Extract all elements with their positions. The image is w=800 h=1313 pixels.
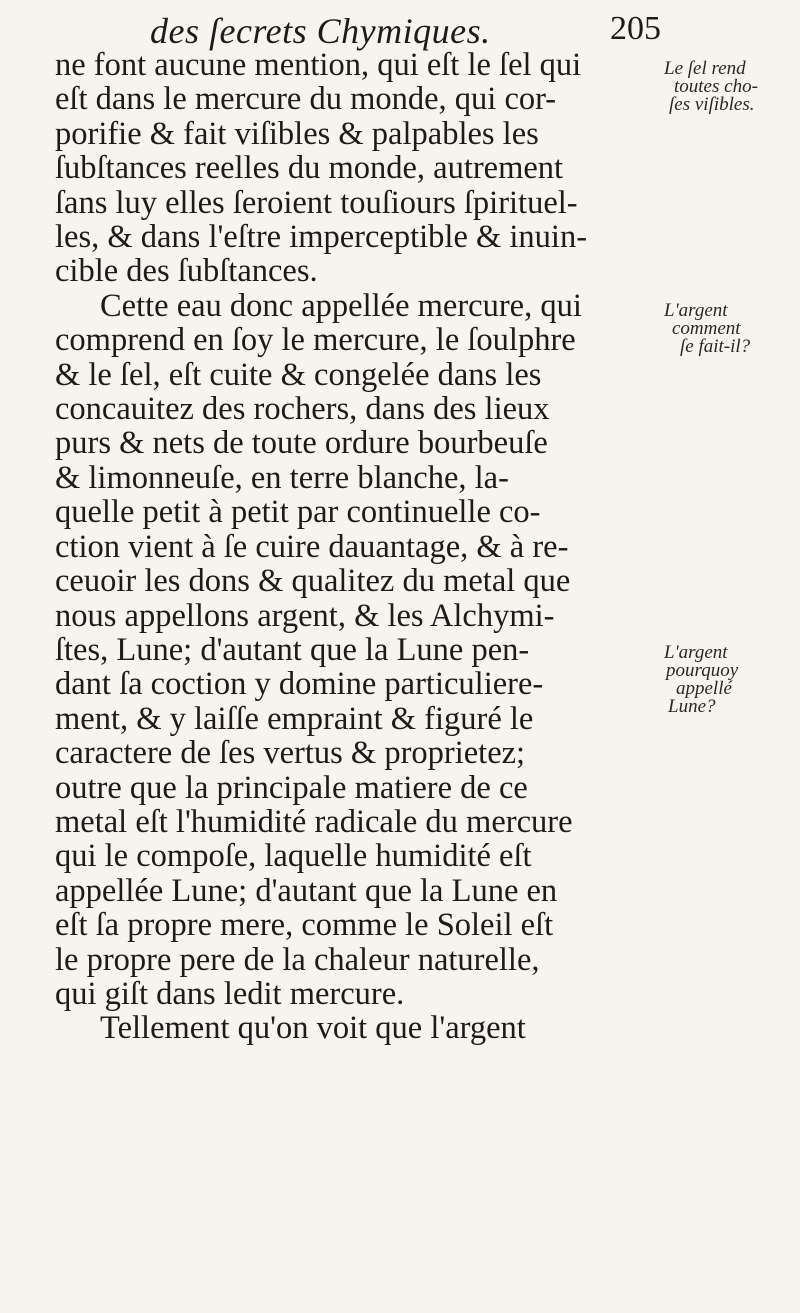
text-line: eſt ſa propre mere, comme le Soleil eſt xyxy=(55,907,554,944)
text-line: eſt dans le mercure du monde, qui cor- xyxy=(55,81,557,118)
text-line: ment, & y laiſſe empraint & figuré le xyxy=(55,700,534,737)
text-line: & le ſel, eſt cuite & congelée dans les xyxy=(55,356,542,393)
margin-note-line: comment xyxy=(672,318,741,339)
text-line: metal eſt l'humidité radicale du mercure xyxy=(55,803,573,840)
text-line: ſtes, Lune; d'autant que la Lune pen- xyxy=(55,631,530,668)
running-title: des ſecrets Chymiques. xyxy=(150,11,491,51)
paragraph-start-line: Cette eau donc appellée mercure, qui xyxy=(100,287,582,324)
text-line: caractere de ſes vertus & proprietez; xyxy=(55,735,526,772)
text-line: les, & dans l'eſtre imperceptible & inuin- xyxy=(55,219,588,256)
margin-note-argent-lune xyxy=(664,644,799,716)
margin-note-sel xyxy=(664,60,799,114)
margin-note-line: L'argent xyxy=(664,642,728,663)
text-line: & limonneuſe, en terre blanche, la- xyxy=(55,459,509,496)
text-line: porifie & fait viſibles & palpables les xyxy=(55,115,539,152)
text-line: purs & nets de toute ordure bourbeuſe xyxy=(55,425,548,462)
text-line: qui le compoſe, laquelle humidité eſt xyxy=(55,838,532,875)
margin-note-line: Le ſel rend xyxy=(664,58,746,79)
margin-note-line: toutes cho- xyxy=(674,76,758,97)
text-line: ſans luy elles ſeroient touſiours ſpirituel- xyxy=(55,184,578,221)
text-line: ſubſtances reelles du monde, autrement xyxy=(55,150,564,187)
margin-note-line: pourquoy xyxy=(666,660,739,681)
margin-note-line: ſe fait-il? xyxy=(680,336,751,357)
margin-note-argent-comment xyxy=(664,302,799,356)
text-line: outre que la principale matiere de ce xyxy=(55,769,528,806)
text-line: nous appellons argent, & les Alchymi- xyxy=(55,597,555,634)
text-line: cible des ſubſtances. xyxy=(55,253,318,290)
page-number: 205 xyxy=(610,10,661,47)
text-line: ceuoir les dons & qualitez du metal que xyxy=(55,563,571,600)
paragraph-start-line: Tellement qu'on voit que l'argent xyxy=(100,1010,526,1047)
text-line: appellée Lune; d'autant que la Lune en xyxy=(55,872,558,909)
text-line: qui giſt dans ledit mercure. xyxy=(55,975,405,1012)
margin-note-line: ſes viſibles. xyxy=(669,94,755,115)
text-line: ne font aucune mention, qui eſt le ſel qui xyxy=(55,47,582,83)
text-line: dant ſa coction y domine particuliere- xyxy=(55,666,544,703)
text-line: le propre pere de la chaleur naturelle, xyxy=(55,941,540,978)
text-line: comprend en ſoy le mercure, le ſoulphre xyxy=(55,322,576,359)
body-text xyxy=(55,48,665,1046)
text-line: concauitez des rochers, dans des lieux xyxy=(55,391,550,428)
text-line: ction vient à ſe cuire dauantage, & à re- xyxy=(55,528,569,565)
margin-note-line: L'argent xyxy=(664,300,728,321)
text-line: quelle petit à petit par continuelle co- xyxy=(55,494,541,531)
margin-note-line: Lune? xyxy=(668,696,716,717)
margin-note-line: appellé xyxy=(676,678,732,699)
